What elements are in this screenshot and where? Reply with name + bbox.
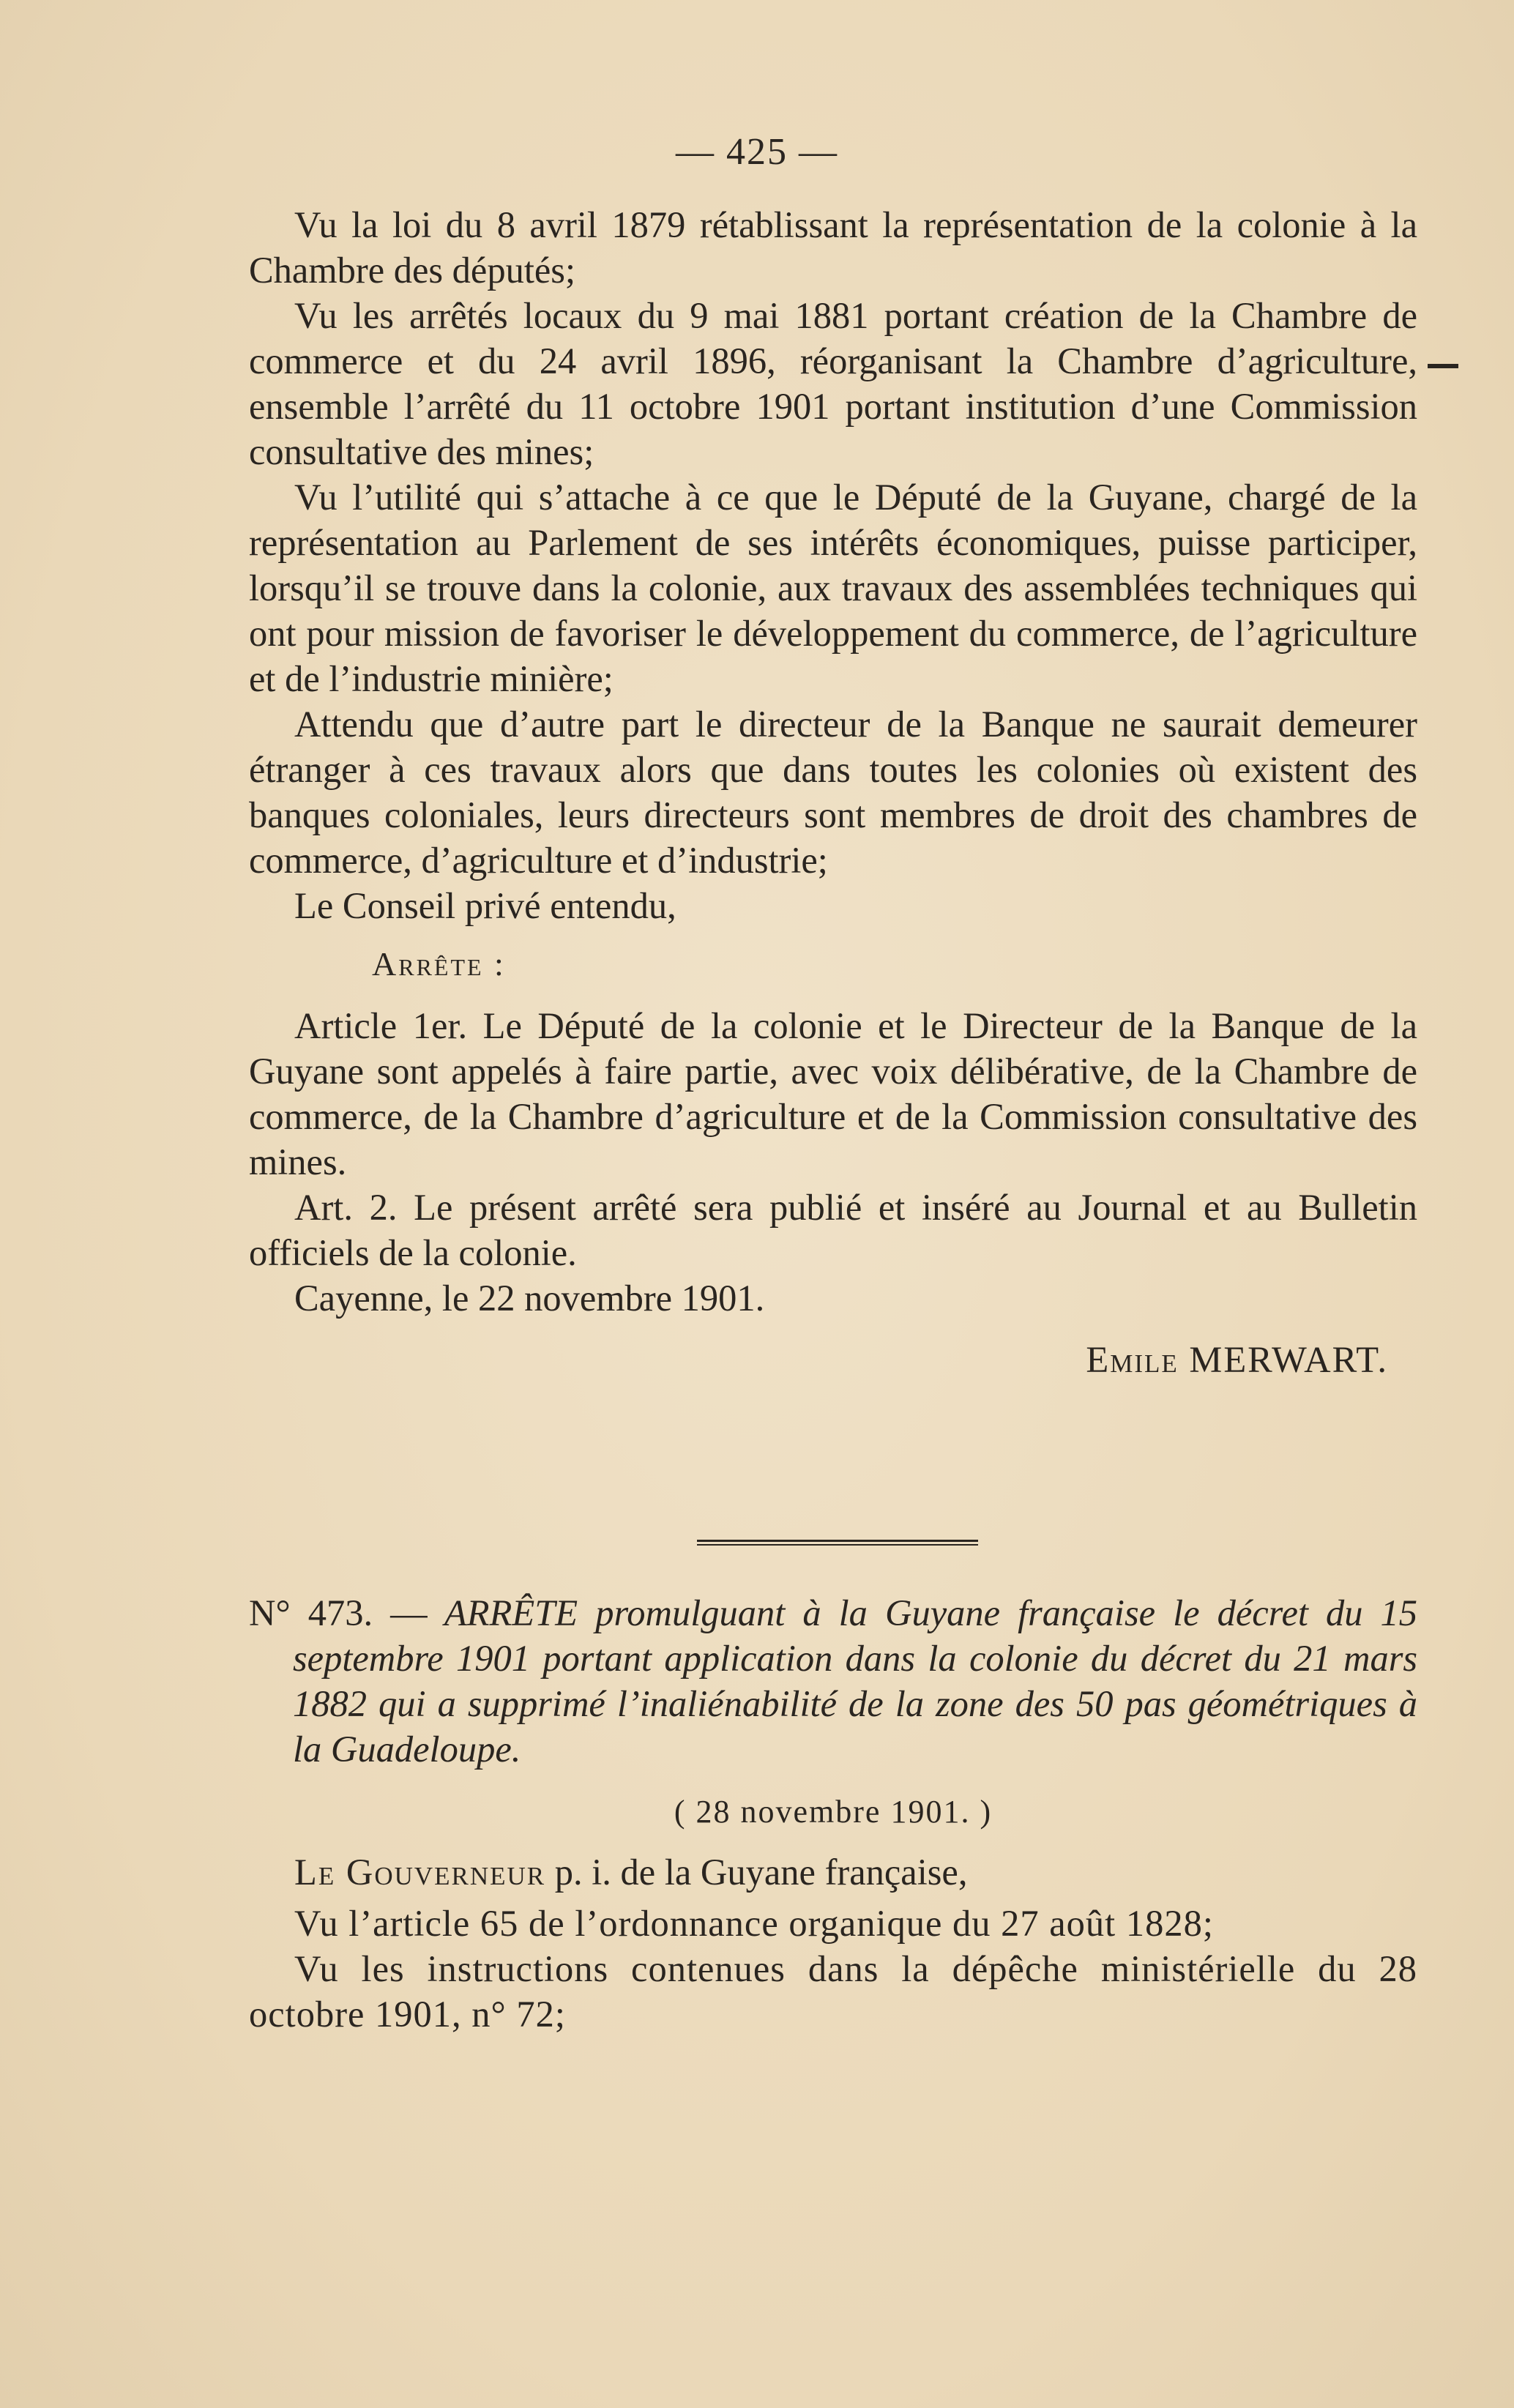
visa-paragraph: Vu l’article 65 de l’ordonnance organique du 27 août 1828;: [294, 1903, 1214, 1944]
decree-authority: [249, 1849, 1417, 1895]
signature: Emile MERWART.: [1086, 1339, 1388, 1380]
section-divider: [697, 1540, 978, 1546]
article-paragraph: Art. 2. Le présent arrêté sera publié et inséré au Journal et au Bulletin officiels de la colonie.: [249, 1187, 1417, 1273]
next-decree: [249, 1590, 1417, 2037]
article-paragraph: Article 1er. Le Député de la colonie et le Directeur de la Banque de la Guyane sont appelés à faire partie, avec voix délibérative, de la Chambre de commerce, de la Chambre d’agriculture et de la Commission consultative des mines.: [249, 1005, 1417, 1182]
place-date: Cayenne, le 22 novembre 1901.: [294, 1278, 765, 1319]
preamble-paragraph: Vu l’utilité qui s’attache à ce que le Député de la Guyane, chargé de la représentation au Parlement de ses intérêts économiques, puisse participer, lorsqu’il se trouve dans la colonie, aux travaux des assemblées techniques qui ont pour mission de favoriser le développement du commerce, de l’agriculture et de l’industrie minière;: [249, 477, 1417, 699]
preamble-paragraph: Attendu que d’autre part le directeur de la Banque ne saurait demeurer étranger à ces travaux alors que dans toutes les colonies où existent des banques coloniales, leurs directeurs sont membres de droit des chambres de commerce, d’agriculture et d’industrie;: [249, 704, 1417, 881]
decree-heading: [249, 1590, 1417, 1772]
arrete-heading: Arrête :: [372, 945, 506, 983]
preamble-paragraph: Vu la loi du 8 avril 1879 rétablissant la représentation de la colonie à la Chambre des députés;: [249, 204, 1417, 291]
decree-title: ARRÊTE promulguant à la Guyane française le décret du 15 septembre 1901 portant application dans la colonie du décret du 21 mars 1882 qui a supprimé l’inaliénabilité de la zone des 50 pas géométriques à la Guadeloupe.: [293, 1592, 1418, 1770]
decree-body: [249, 202, 1417, 1382]
visa-paragraph: Vu les instructions contenues dans la dépêche ministérielle du 28 octobre 1901, n° 72;: [249, 1948, 1417, 2035]
decree-number: N° 473. —: [249, 1592, 428, 1633]
decree-date: ( 28 novembre 1901. ): [674, 1794, 993, 1830]
margin-mark: [1428, 364, 1458, 368]
authority-rest: p. i. de la Guyane française,: [545, 1852, 968, 1893]
preamble-paragraph: Vu les arrêtés locaux du 9 mai 1881 portant création de la Chambre de commerce et du 24 avril 1896, réorganisant la Chambre d’agriculture, ensemble l’arrêté du 11 octobre 1901 portant institution d’une Commission consultative des mines;: [249, 295, 1417, 472]
authority-title: Le Gouverneur: [294, 1852, 546, 1893]
preamble-paragraph: Le Conseil privé entendu,: [294, 885, 676, 926]
page-number: — 425 —: [676, 131, 838, 173]
